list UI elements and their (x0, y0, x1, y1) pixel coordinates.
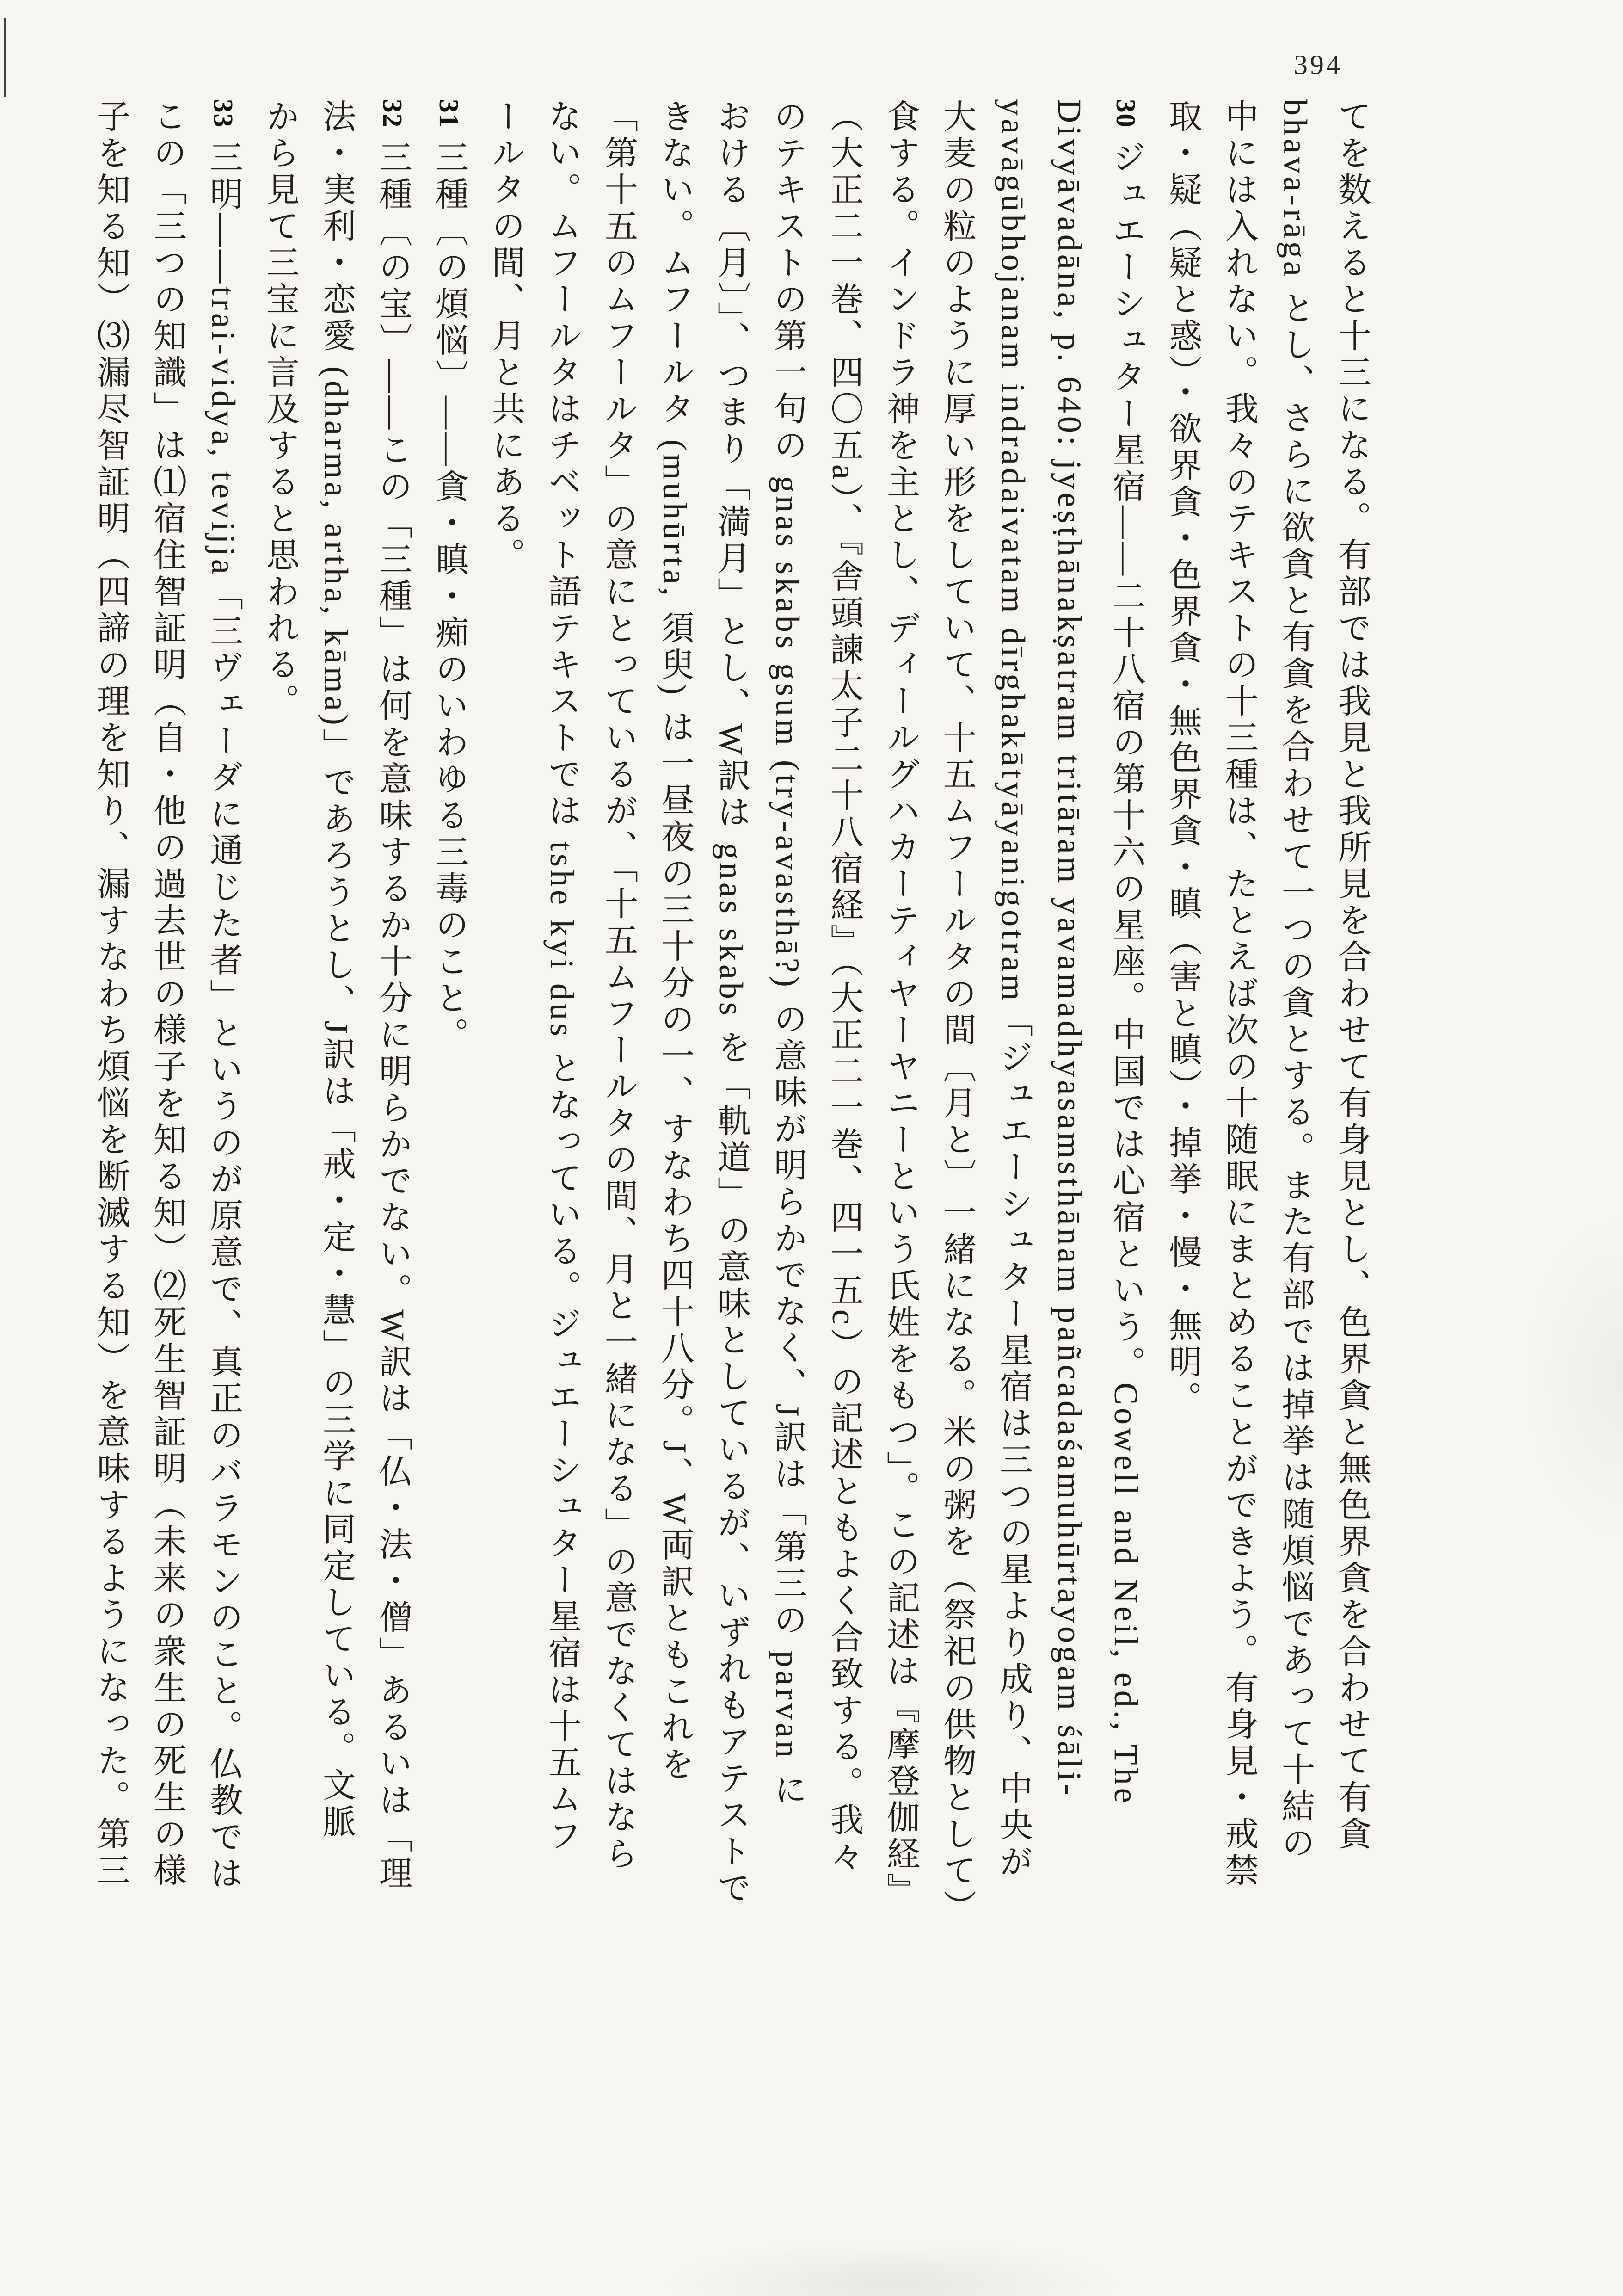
column-text: から見て三宝に言及すると思われる。 (261, 99, 298, 720)
column-text: Divyāvadāna, p. 640: jyeṣṭhānakṣatram tritāram yavamadhyasamsthānam pañcadaśamuhūrtayogam śāli- (1051, 99, 1088, 1798)
column-text: 法・実利・恋愛 (dharma, artha, kāma)」であろうとし、J訳は「戒・定・慧」の三学に同定している。文脈 (318, 99, 355, 1841)
text-column (759, 99, 816, 2112)
column-text: この「三つの知識」は⑴宿住智証明（自・他の過去世の様子を知る知）⑵死生智証明（未来の衆生の死生の様 (148, 99, 185, 1889)
text-column (985, 99, 1041, 2112)
page-number: 394 (1294, 49, 1342, 80)
note-number-marker: 32 (377, 99, 408, 129)
text-column (195, 99, 252, 2112)
column-text: 「第十五のムフールタ」の意にとっているが、「十五ムフールタの間、月と一緒になる」の意でなくてはなら (600, 99, 637, 1873)
text-column (534, 99, 590, 2112)
text-column (646, 99, 703, 2112)
column-text: 食する。インドラ神を主とし、ディールグハカーティヤーヤニーという氏姓をもつ」。この記述は『摩登伽経』 (882, 99, 919, 1909)
column-text: ジュエーシュター星宿——二十八宿の第十六の星座。中国では心宿という。Cowell and Neil, ed., The (1107, 140, 1144, 1806)
column-text: 中には入れない。我々のテキストの十三種は、たとえば次の十随眠にまとめることができよう。有身見・戒禁 (1220, 99, 1257, 1889)
text-column (82, 99, 139, 2112)
column-text: のテキストの第一句の gnas skabs gsum (try-avasthā?) の意味が明らかでなく、J訳は「第三の parvan に (769, 99, 806, 1809)
text-column (1267, 99, 1323, 2112)
text-column (590, 99, 646, 2112)
column-text: ない。ムフールタはチベット語テキストでは tshe kyi dus となっている。ジュエーシュター星宿は十五ムフ (543, 99, 580, 1855)
text-block (78, 99, 1380, 2112)
text-column (1154, 99, 1211, 2112)
text-column (1323, 99, 1380, 2112)
column-text: 三明——trai-vidya, tevijja「三ヴェーダに通じた者」というのが原意で、真正のバラモンのこと。仏教では (205, 140, 242, 1893)
note-number-marker: 33 (208, 99, 239, 129)
column-text: （大正二一巻、四〇五a）、『舎頭諫太子二十八宿経』（大正二一巻、四一五c）の記述ともよく合致する。我々 (825, 99, 862, 1876)
column-text: 大麦の粒のように厚い形をしていて、十五ムフールタの間〔月と〕一緒になる。米の粥を（祭祀の供物として） (938, 99, 975, 1926)
column-text: 三種〔の煩悩〕——貪・瞋・痴のいわゆる三毒のこと。 (430, 140, 467, 1054)
text-column (703, 99, 759, 2112)
column-text: 三種〔の宝〕——この「三種」は何を意味するか十分に明らかでない。W訳は「仏・法・僧」あるいは「理 (374, 140, 411, 1892)
text-column (928, 99, 985, 2112)
column-text: きない。ムフールタ (muhūrta, 須臾) は一昼夜の三十分の一、すなわち四十八分。J、W両訳ともこれを (656, 99, 693, 1784)
column-text: てを数えると十三になる。有部では我見と我所見を合わせて有身見とし、色界貪と無色界貪を合わせて有貪 (1333, 99, 1370, 1853)
column-text: 取・疑（疑と惑）・欲界貪・色界貪・無色界貪・瞋（害と瞋）・掉挙・慢・無明。 (1164, 99, 1201, 1418)
note-number-marker: 30 (1111, 99, 1141, 129)
column-text: ールタの間、月と共にある。 (487, 99, 524, 574)
text-column (421, 99, 477, 2112)
text-column (252, 99, 308, 2112)
text-column (872, 99, 928, 2112)
text-column (477, 99, 534, 2112)
text-column (1211, 99, 1267, 2112)
text-column (139, 99, 195, 2112)
scan-artifact-line (4, 18, 6, 97)
column-text: 子を知る知）⑶漏尽智証明（四諦の理を知り、漏すなわち煩悩を断滅する知）を意味するようになった。第三 (92, 99, 129, 1889)
text-column (1098, 99, 1154, 2112)
column-text: yavāgūbhojanam indradaivatam dīrghakātyāyanigotram「ジュエーシュター星宿は三つの星より成り、中央が (995, 99, 1032, 1881)
text-column (364, 99, 421, 2112)
column-text: bhava-rāga とし、さらに欲貪と有貪を合わせて一つの貪とする。また有部では掉挙は随煩悩であって十結の (1277, 99, 1314, 1862)
text-column (308, 99, 364, 2112)
text-column (1041, 99, 1098, 2112)
text-column (816, 99, 872, 2112)
column-text: おける〔月〕」、つまり「満月」とし、W訳は gnas skabs を「軌道」の意味としているが、いずれもアテストで (713, 99, 750, 1907)
note-number-marker: 31 (434, 99, 464, 129)
